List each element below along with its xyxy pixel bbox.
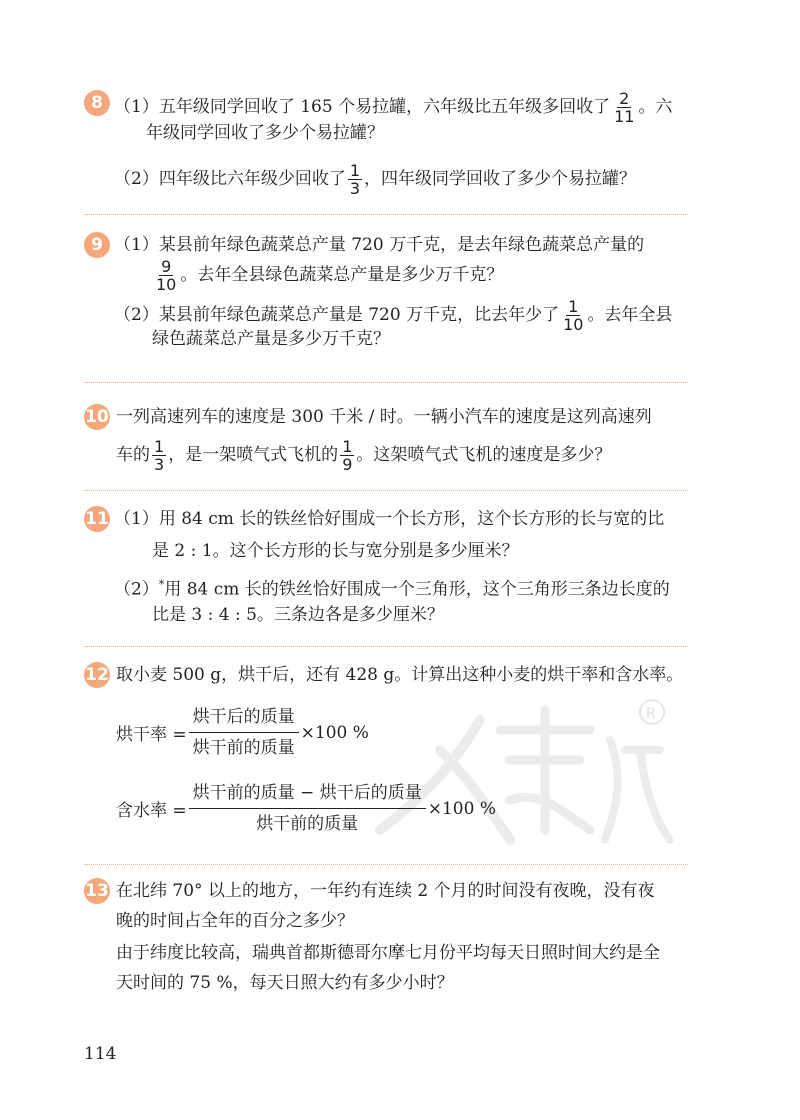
section-divider — [84, 214, 688, 215]
q13-line4: 天时间的 75 %，每天日照大约有多少小时？ — [116, 973, 454, 993]
question-13-number: 13 — [84, 878, 110, 904]
section-divider — [84, 646, 688, 647]
q11-part1-line1: （1）用 84 cm 长的铁丝恰好围成一个长方形，这个长方形的长与宽的比 — [114, 509, 665, 529]
q13-line3: 由于纬度比较高，瑞典首都斯德哥尔摩七月份平均每天日照时间大约是全 — [116, 943, 660, 963]
svg-text:R: R — [646, 706, 656, 722]
question-8-number: 8 — [84, 90, 110, 116]
q10-line2: 车的 $\frac{1}{3}$ ，是一架喷气式飞机的 $\frac{1}{9}$ 。这架喷气式飞机的速度是多少？ — [116, 437, 612, 474]
q13-line1: 在北纬 70° 以上的地方，一年约有连续 2 个月的时间没有夜晚，没有夜 — [116, 881, 655, 901]
q12-text: 取小麦 500 g，烘干后，还有 428 g。计算出这种小麦的烘干率和含水率。 — [116, 665, 684, 685]
formula-fraction: 烘干前的质量 − 烘干后的质量 烘干前的质量 — [189, 780, 426, 837]
question-12-number: 12 — [84, 662, 110, 688]
q11-part2-line2: 比是 3 : 4 : 5。三条边各是多少厘米？ — [152, 605, 444, 625]
q13-line2: 晚的时间占全年的百分之多少？ — [116, 911, 354, 931]
fraction-1-3: $\frac{1}{3}$ — [154, 437, 165, 474]
q9-part2-line2: 绿色蔬菜总产量是多少万千克？ — [152, 329, 390, 349]
fraction-9-10: $\frac{9}{10}$ — [156, 257, 177, 294]
section-divider — [84, 490, 688, 491]
water-content-formula: 含水率 = 烘干前的质量 − 烘干后的质量 烘干前的质量 ×100 % — [116, 780, 496, 837]
q8-part2-line: （2）四年级比六年级少回收了 $\frac{1}{3}$ ，四年级同学回收了多少个易拉罐？ — [114, 161, 637, 198]
optional-star: * — [158, 578, 165, 591]
section-divider — [84, 864, 688, 865]
page-number: 114 — [84, 1044, 117, 1064]
section-divider — [84, 382, 688, 383]
fraction-1-10: $\frac{1}{10}$ — [563, 297, 584, 334]
fraction-2-11: $\frac{2}{11}$ — [614, 89, 635, 126]
drying-rate-formula: 烘干率 = 烘干后的质量 烘干前的质量 ×100 % — [116, 704, 369, 761]
question-11-number: 11 — [84, 506, 110, 532]
q9-part1-line1: （1）某县前年绿色蔬菜总产量 720 万千克，是去年绿色蔬菜总产量的 — [114, 235, 645, 255]
q11-part2-line1: （2）*用 84 cm 长的铁丝恰好围成一个三角形，这个三角形三条边长度的 — [114, 578, 670, 600]
fraction-1-9: $\frac{1}{9}$ — [342, 437, 353, 474]
q9-part1-line2: $\frac{9}{10}$ 。去年全县绿色蔬菜总产量是多少万千克？ — [156, 257, 504, 294]
formula-fraction: 烘干后的质量 烘干前的质量 — [189, 704, 299, 761]
q8-part1-text: （1）五年级同学回收了 165 个易拉罐，六年级比五年级多回收了 — [114, 97, 611, 117]
question-10-number: 10 — [84, 404, 110, 430]
q8-part1-line2: 年级同学回收了多少个易拉罐？ — [146, 123, 384, 143]
q10-line1: 一列高速列车的速度是 300 千米 / 时。一辆小汽车的速度是这列高速列 — [116, 407, 652, 427]
fraction-1-3: $\frac{1}{3}$ — [349, 161, 361, 198]
q11-part1-line2: 是 2 : 1。这个长方形的长与宽分别是多少厘米？ — [152, 541, 519, 561]
question-9-number: 9 — [84, 232, 110, 258]
q9-part2-line1: （2）某县前年绿色蔬菜总产量是 720 万千克，比去年少了 $\frac{1}{10}$ 。去年全县 — [114, 297, 673, 334]
q8-part1-tail: 。六 — [638, 97, 673, 117]
